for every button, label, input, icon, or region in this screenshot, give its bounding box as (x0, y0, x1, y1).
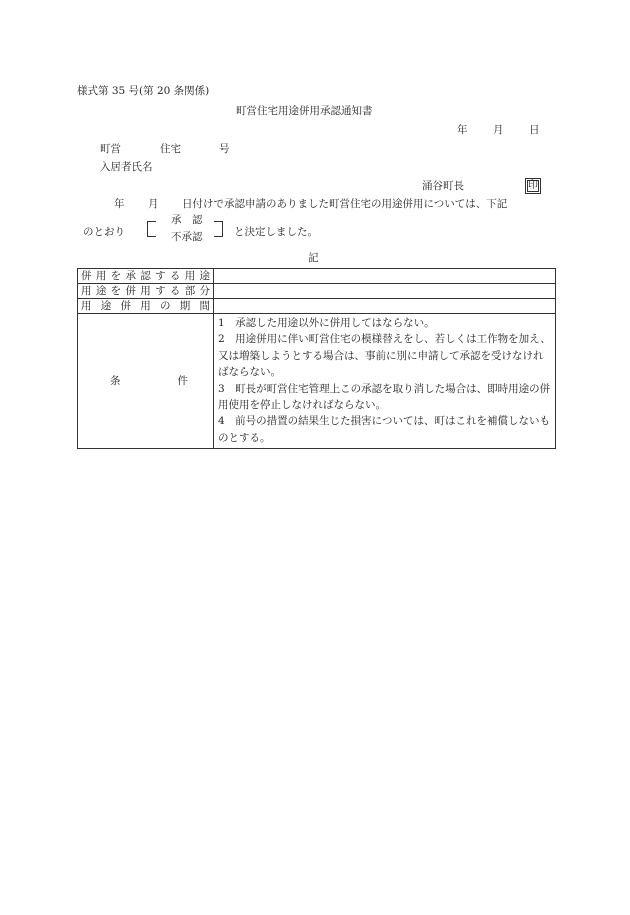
body-month-label: 月 (148, 198, 159, 210)
date-day-label: 日 (529, 124, 540, 136)
table-row (78, 299, 556, 314)
address-number-label: 号 (219, 143, 230, 155)
address-town-label: 町営 (100, 143, 121, 155)
conditions-label: 条 件 (110, 374, 188, 387)
address-house-label: 住宅 (160, 143, 181, 155)
row-label-text: 併 用 を 承 認 す る 用 途 (81, 270, 210, 282)
body-year-label: 年 (114, 198, 125, 210)
form-title: 町営住宅用途併用承認通知書 (236, 105, 373, 117)
condition-item: 2 用途併用に伴い町営住宅の模様替えをし、若しくは工作物を加え、又は増築しようとする場合は、事前に別に申請して承認を受けなければならない。 (218, 333, 551, 379)
date-year-label: 年 (457, 124, 468, 136)
row-label-text: 用 途 を 併 用 す る 部 分 (81, 285, 210, 297)
note-heading: 記 (308, 252, 319, 264)
body-suffix: と決定しました。 (234, 226, 318, 238)
conditions-label-cell (78, 314, 214, 449)
condition-item: 3 町長が町営住宅管理上この承認を取り消した場合は、即時用途の併用使用を停止しなければならない。 (218, 382, 551, 412)
resident-name-label: 入居者氏名 (100, 161, 153, 173)
conditions-cell (214, 314, 556, 449)
row-label (78, 269, 214, 284)
row-value (214, 299, 556, 314)
row-label (78, 284, 214, 299)
date-month-label: 月 (493, 124, 504, 136)
row-value (214, 284, 556, 299)
seal-char: 印 (528, 180, 538, 191)
row-value (214, 269, 556, 284)
left-bracket (147, 221, 156, 237)
conditions-row (78, 314, 556, 449)
row-label (78, 299, 214, 314)
table-row (78, 269, 556, 284)
body-prefix: のとおり (83, 226, 125, 238)
conditions-list (218, 314, 551, 448)
condition-item: 4 前号の措置の結果生じた損害については、町はこれを補償しないものとする。 (218, 415, 550, 444)
table-row (78, 284, 556, 299)
issuer-name: 涌谷町長 (422, 180, 464, 192)
style-number: 様式第 35 号(第 20 条関係) (77, 85, 210, 97)
option-reject: 不承認 (171, 231, 203, 243)
seal-mark (525, 178, 541, 194)
condition-item: 1 承認した用途以外に併用してはならない。 (218, 317, 435, 329)
body-text: 日付けで承認申請のありました町営住宅の用途併用については、下記 (182, 198, 508, 210)
approval-table (77, 268, 556, 449)
option-approve: 承 認 (171, 214, 203, 226)
right-bracket (214, 221, 223, 237)
row-label-text: 用 途 併 用 の 期 間 (81, 300, 210, 312)
